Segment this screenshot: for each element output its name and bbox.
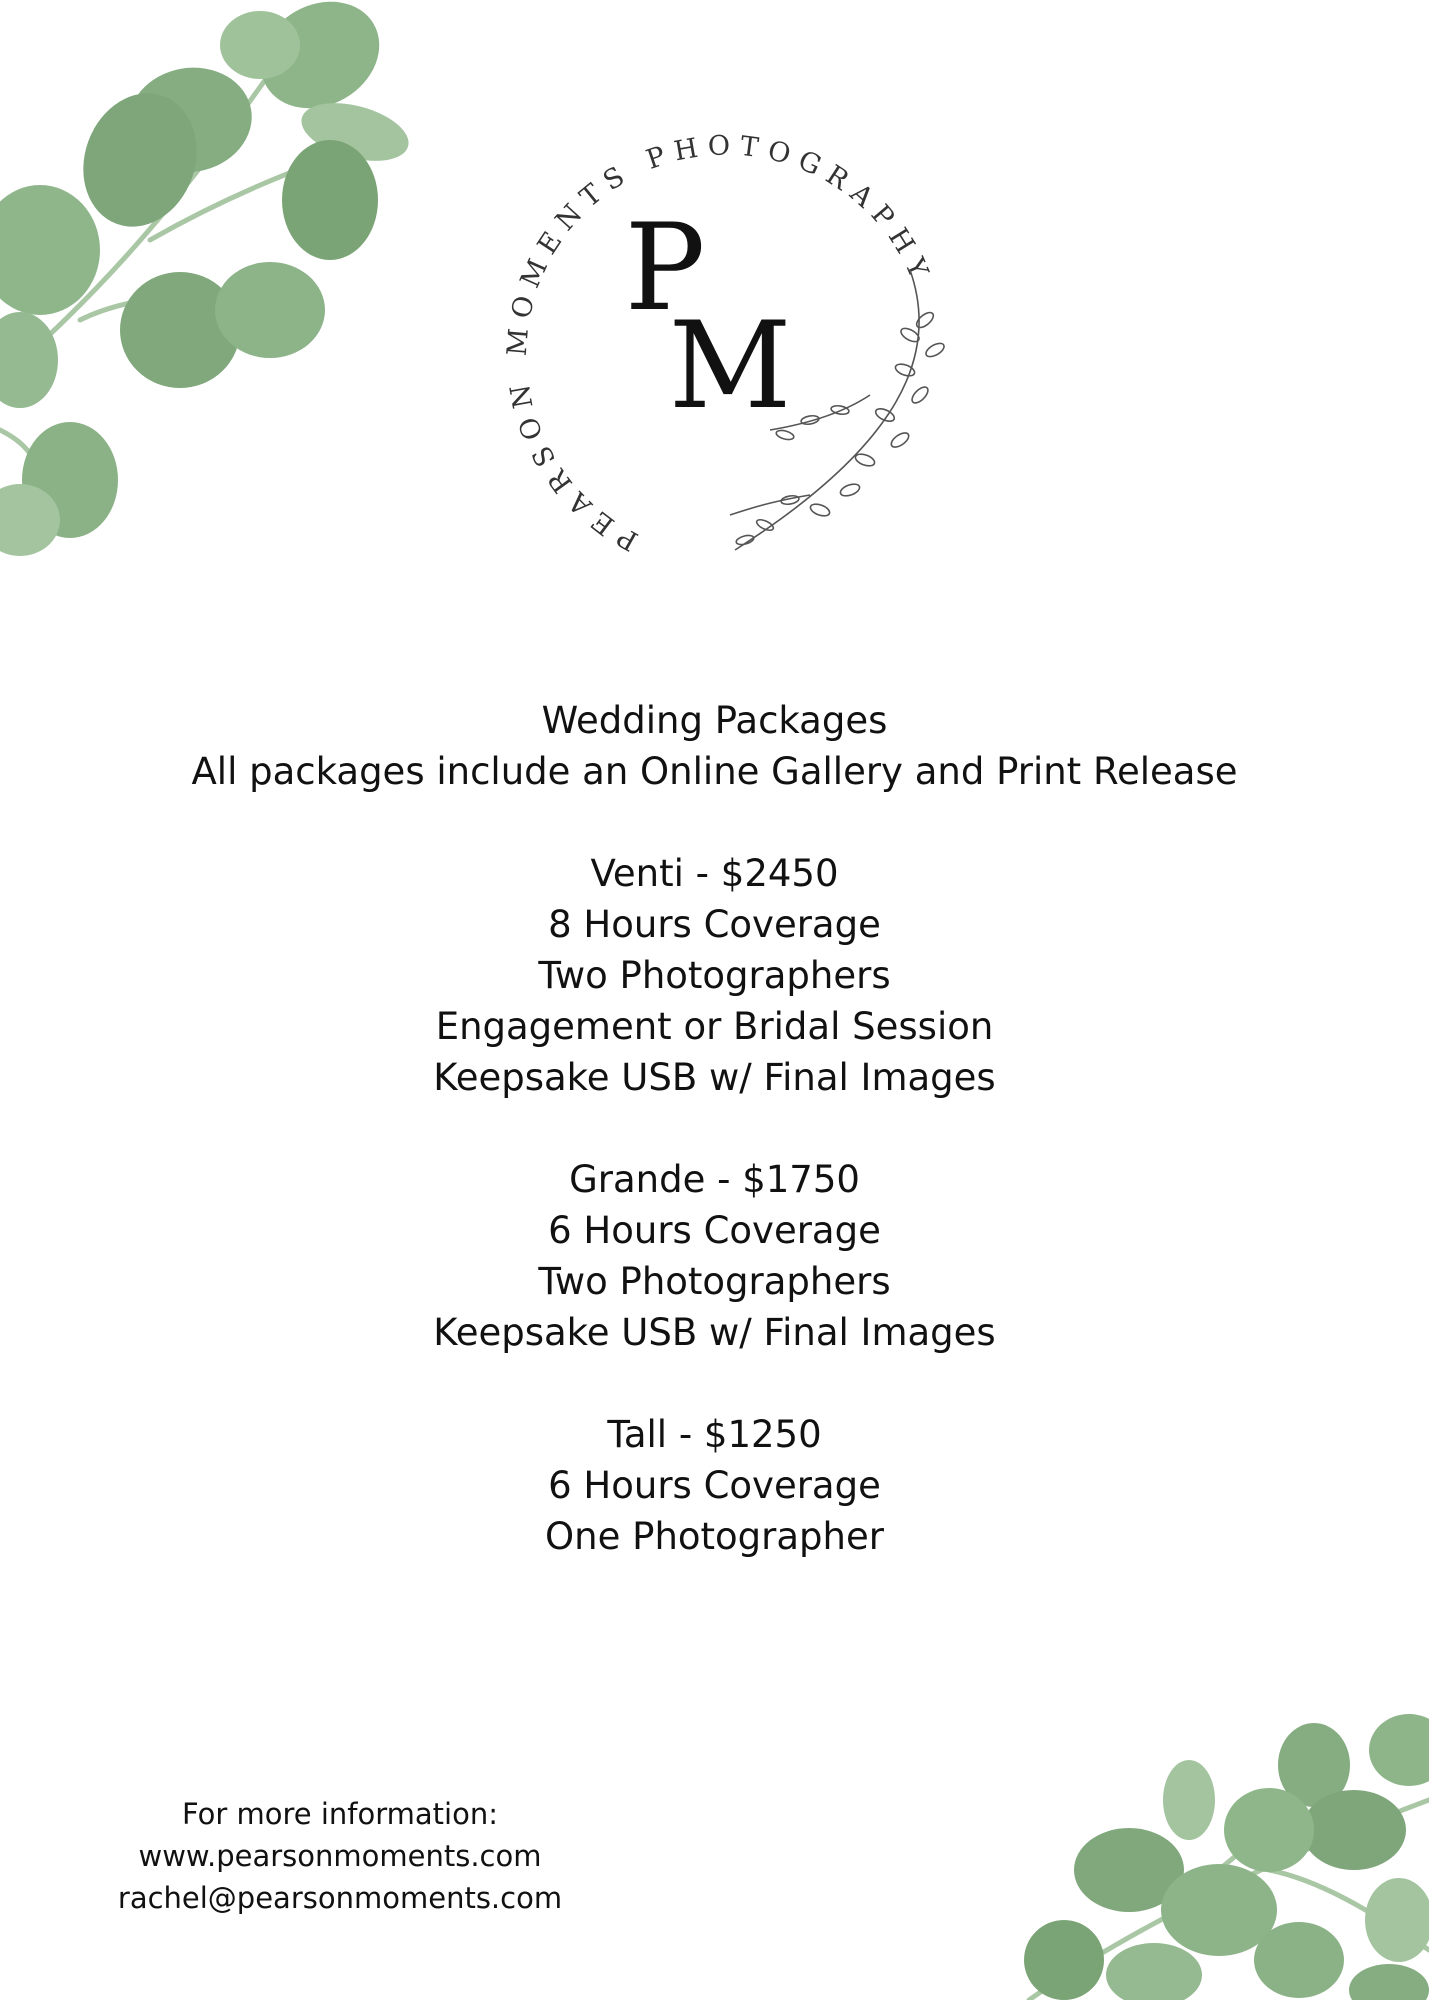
package-feature: Engagement or Bridal Session bbox=[435, 1005, 994, 1048]
page-subtitle: All packages include an Online Gallery and Print Release bbox=[191, 750, 1238, 793]
website-link[interactable]: www.pearsonmoments.com bbox=[138, 1839, 542, 1873]
monogram-m: M bbox=[668, 297, 792, 436]
package-feature: 6 Hours Coverage bbox=[548, 1209, 881, 1252]
package-feature: 6 Hours Coverage bbox=[548, 1464, 881, 1507]
eucalyptus-leaves-top-icon bbox=[0, 0, 440, 570]
logo-arc-text: PEARSON MOMENTS PHOTOGRAPHY bbox=[501, 130, 938, 557]
package-name: Venti - $2450 bbox=[590, 852, 839, 895]
package-feature: 8 Hours Coverage bbox=[548, 903, 881, 946]
eucalyptus-leaves-bottom-icon bbox=[969, 1710, 1429, 2000]
package-name: Tall - $1250 bbox=[607, 1413, 822, 1456]
contact-label: For more information: bbox=[181, 1797, 498, 1831]
package-tall bbox=[0, 1409, 1429, 1562]
contact-info bbox=[100, 1793, 580, 1919]
package-grande bbox=[0, 1154, 1429, 1358]
package-list bbox=[0, 695, 1429, 1562]
package-feature: Two Photographers bbox=[538, 1260, 891, 1303]
monogram-p: P bbox=[624, 199, 706, 338]
email-link[interactable]: rachel@pearsonmoments.com bbox=[117, 1881, 563, 1915]
package-feature: Keepsake USB w/ Final Images bbox=[433, 1311, 996, 1354]
page-title: Wedding Packages bbox=[541, 699, 888, 742]
package-name: Grande - $1750 bbox=[569, 1158, 860, 1201]
pearson-moments-logo bbox=[480, 95, 960, 575]
package-feature: One Photographer bbox=[545, 1515, 884, 1558]
package-venti bbox=[0, 848, 1429, 1103]
package-feature: Two Photographers bbox=[538, 954, 891, 997]
package-feature: Keepsake USB w/ Final Images bbox=[433, 1056, 996, 1099]
